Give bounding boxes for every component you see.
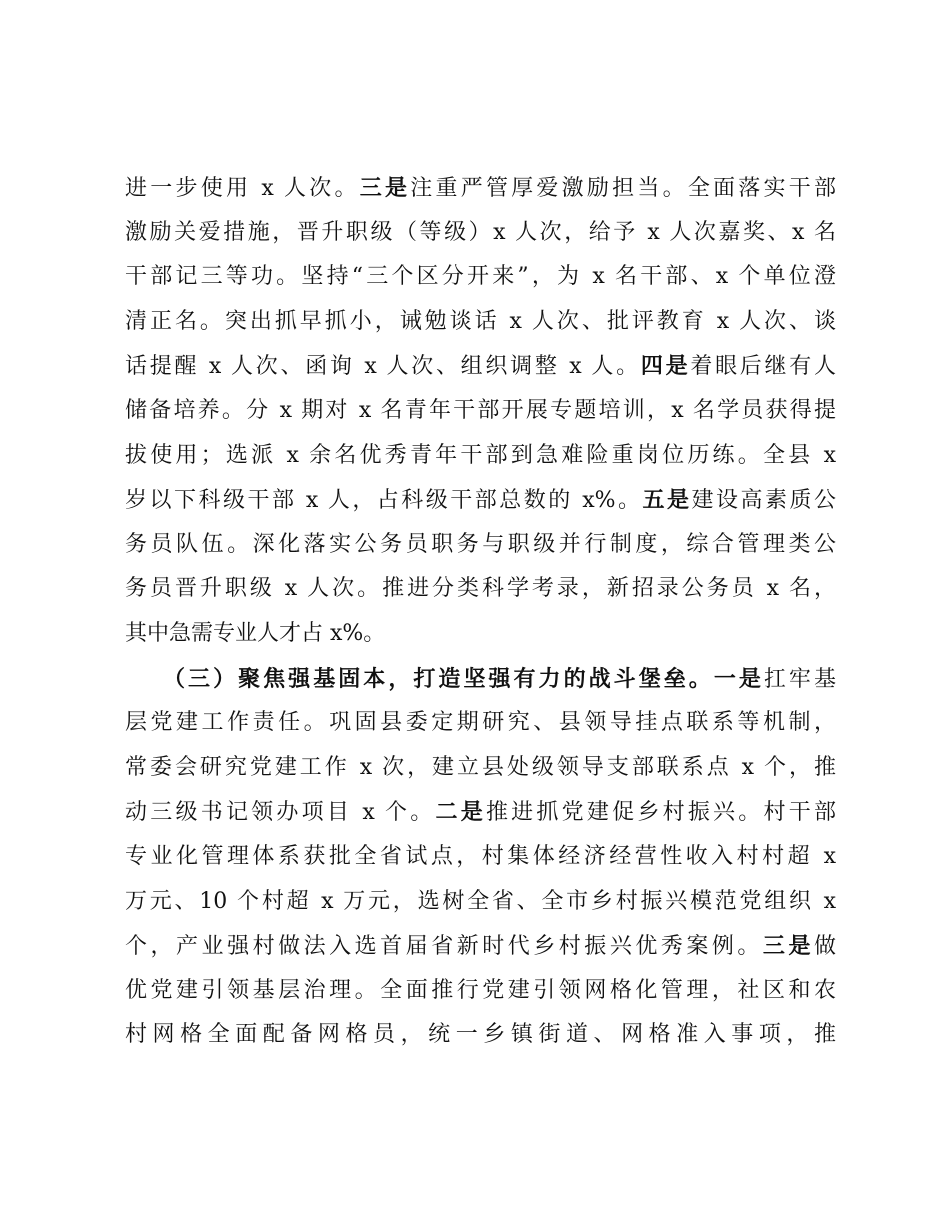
body-text: 话提醒 x 人次、函询 x 人次、组织调整 x 人。 <box>125 354 641 380</box>
text-line <box>125 255 836 300</box>
text-line <box>125 790 836 835</box>
body-text: 常委会研究党建工作 x 次，建立县处级领导支部联系点 x 个，推 <box>125 754 836 780</box>
paragraph <box>125 166 836 657</box>
body-text: 清正名。突出抓早抓小，诫勉谈话 x 人次、批评教育 x 人次、谈 <box>125 308 836 334</box>
text-line <box>125 924 836 969</box>
body-text: 拔使用；选派 x 余名优秀青年干部到急难险重岗位历练。全县 x <box>125 442 836 468</box>
text-line <box>125 969 836 1014</box>
body-text: 储备培养。分 x 期对 x 名青年干部开展专题培训，x 名学员获得提 <box>125 397 836 423</box>
text-line <box>125 567 836 612</box>
text-line <box>125 657 836 702</box>
text-line <box>125 612 836 657</box>
text-line <box>125 344 836 389</box>
text-line <box>125 211 836 256</box>
body-text: 进一步使用 x 人次。 <box>125 176 360 201</box>
text-line <box>125 389 836 434</box>
body-text: 干部记三等功。坚持“三个区分开来”，为 x 名干部、x 个单位澄 <box>125 264 836 290</box>
body-text: 务员晋升职级 x 人次。推进分类科学考录，新招录公务员 x 名， <box>125 576 836 602</box>
document-body <box>125 166 836 1058</box>
body-text: 岁以下科级干部 x 人，占科级干部总数的 x%。 <box>125 488 643 514</box>
body-text: 万元、10 个村超 x 万元，选树全省、全市乡村振兴模范党组织 x <box>125 888 836 914</box>
text-line <box>125 880 836 925</box>
bold-text: 三是 <box>359 175 411 201</box>
body-text: 注重严管厚爱激励担当。全面落实干部 <box>410 176 836 201</box>
body-text: 层党建工作责任。巩固县委定期研究、县领导挂点联系等机制， <box>125 710 836 736</box>
text-line <box>125 300 836 345</box>
body-text: 个，产业强村做法入选首届省新时代乡村振兴优秀案例。 <box>125 934 763 960</box>
body-text: 建设高素质公 <box>691 488 836 514</box>
text-line <box>125 746 836 791</box>
body-text: 务员队伍。深化落实公务员职务与职级并行制度，综合管理类公 <box>125 531 836 557</box>
body-text: 扛牢基 <box>763 666 836 692</box>
body-text: 推进抓党建促乡村振兴。村干部 <box>485 800 836 826</box>
bold-text: （三）聚焦强基固本，打造坚强有力的战斗堡垒。 <box>163 665 714 692</box>
bold-text: 二是 <box>435 799 486 826</box>
bold-text: 一是 <box>713 665 764 692</box>
text-line <box>125 166 836 211</box>
body-text: 动三级书记领办项目 x 个。 <box>125 800 436 826</box>
paragraph <box>125 657 836 1058</box>
body-text: 着眼后继有人 <box>690 354 836 380</box>
text-line <box>125 701 836 746</box>
body-text: 激励关爱措施，晋升职级（等级）x 人次，给予 x 人次嘉奖、x 名 <box>125 219 836 245</box>
bold-text: 三是 <box>762 933 814 960</box>
bold-text: 四是 <box>640 353 691 380</box>
text-line <box>125 478 836 523</box>
text-line <box>125 1013 836 1058</box>
body-text: 其中急需专业人才占 x%。 <box>125 620 386 646</box>
body-text: 专业化管理体系获批全省试点，村集体经济经营性收入村村超 x <box>125 843 836 869</box>
text-line <box>125 523 836 568</box>
text-line <box>125 434 836 479</box>
body-text: 做 <box>813 934 836 960</box>
body-text: 村网格全面配备网格员，统一乡镇街道、网格准入事项，推 <box>125 1022 836 1048</box>
body-text: 优党建引领基层治理。全面推行党建引领网格化管理，社区和农 <box>125 977 836 1003</box>
bold-text: 五是 <box>642 487 692 514</box>
text-line <box>125 835 836 880</box>
